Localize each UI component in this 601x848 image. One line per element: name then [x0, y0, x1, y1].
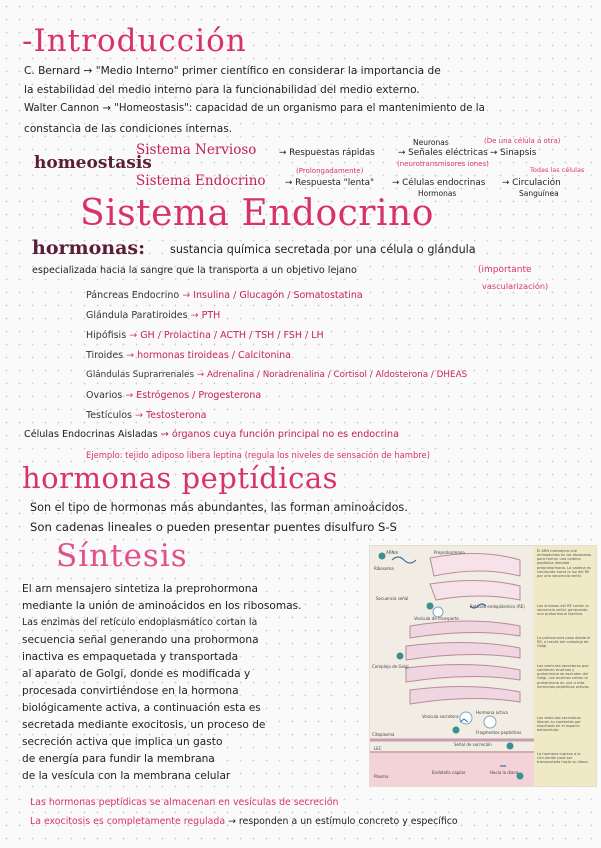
sintesis-line: de energía para fundir la membrana	[22, 753, 215, 765]
hormonas-small: Hormonas	[418, 189, 457, 198]
circulacion-label: → Circulación	[502, 178, 561, 188]
ejemplo-line: Ejemplo: tejido adiposo libera leptina (regula los niveles de sensación de hambre)	[86, 450, 430, 460]
gland-row	[86, 331, 324, 341]
peptidicas-title: hormonas peptídicas	[22, 461, 338, 495]
diagram-notes-panel	[534, 546, 596, 786]
endocrino-note: (Prolongadamente)	[296, 167, 364, 175]
peptidicas-line-2: Son cadenas lineales o pueden presentar puentes disulfuro S-S	[30, 520, 397, 534]
diagram-note: Las vesículas secretoras que contienen enzimas y prohormona se escinden del Golgi. Las enzimas cortan la prohormona en una o más hormonas peptídicas activas.	[537, 664, 590, 689]
peptidicas-line-1: Son el tipo de hormonas más abundantes, las forman aminoácidos.	[30, 501, 408, 514]
label-vesicula-transporte: Vesícula de transporte	[414, 616, 459, 621]
celulas-endocrinas: → Células endocrinas	[392, 178, 486, 188]
intro-title: -Introducción	[22, 23, 247, 59]
vascularizacion-note: vascularización)	[482, 281, 549, 291]
arrow-icon: →	[196, 370, 205, 380]
gland-label: Ovarios	[86, 390, 123, 401]
sintesis-line: procesada convirtiéndose en la hormona	[22, 685, 239, 697]
gland-label: Glándula Paratiroides	[86, 310, 188, 321]
arrow-icon: →	[182, 290, 191, 301]
hormone-list: hormonas tiroideas / Calcitonina	[137, 350, 292, 361]
label-secuencia: Secuencia señal	[376, 596, 409, 601]
arrow-icon: →	[125, 390, 134, 401]
arrow-icon: →	[190, 310, 199, 321]
footer-line-2	[30, 817, 458, 826]
gland-row	[86, 291, 363, 301]
sanguinea-label: Sanguínea	[519, 189, 559, 198]
gland-row	[86, 411, 206, 421]
synthesis-diagram	[369, 545, 597, 787]
footer-line-2-b: → responden a un estímulo concreto y específico	[228, 816, 458, 827]
sintesis-line: mediante la unión de aminoácidos en los ribosomas.	[22, 600, 302, 612]
sintesis-line: Las enzimas del retículo endoplasmático cortan la	[22, 617, 258, 628]
label-fragmentos: Fragmentos peptídicos	[476, 730, 522, 735]
hormone-list: Estrógenos / Progesterona	[136, 390, 262, 401]
sinapsis-note: (De una célula a otra)	[484, 137, 561, 145]
sintesis-title: Síntesis	[56, 538, 188, 574]
hormone-list: Testosterona	[146, 410, 207, 421]
hormonas-def-1: sustancia química secretada por una célula o glándula	[170, 243, 476, 256]
label-vesicula-secretora: Vesícula secretora	[422, 714, 459, 719]
sintesis-line: biológicamente activa, a continuación esta es	[22, 702, 261, 714]
arrow-icon: →	[129, 330, 138, 341]
label-citoplasma: Citoplasma	[372, 732, 395, 737]
gland-label: Tiroides	[86, 350, 124, 361]
label-lec: LEC	[374, 746, 382, 751]
intro-line-2: la estabilidad del medio interno para la funcionabilidad del medio externo.	[24, 84, 420, 96]
label-hormona-activa: Hormona activa	[476, 710, 508, 715]
gland-label: Páncreas Endocrino	[86, 290, 180, 301]
endocrino-respuesta: → Respuesta "lenta"	[285, 178, 375, 188]
gland-label: Hipófisis	[86, 330, 127, 341]
hormone-list: PTH	[201, 310, 221, 321]
label-senal-secrecion: Señal de secreción	[454, 742, 492, 747]
hormone-list: Adrenalina / Noradrenalina / Cortisol / Aldosterona / DHEAS	[207, 370, 468, 380]
sintesis-line: secuencia señal generando una prohormona	[22, 634, 259, 646]
diagram-note: Las enzimas del RE cortan la secuencia señal, generando una prohormona inactiva.	[537, 604, 589, 617]
todas-celulas-note: Todas las células	[530, 166, 585, 174]
label-preprohormona: Preprohormona	[434, 550, 465, 555]
diagram-note: El ARN mensajero une aminoácidos en los ribosomas para formar una cadena peptídica llamada preprohormona. La cadena es conducida hacia la luz del RE por una secuencia señal.	[537, 549, 592, 578]
diagram-note: La prohormona pasa desde el RE, a través del complejo de Golgi.	[537, 636, 591, 649]
sistema-endocrino-title: Sistema Endocrino	[80, 193, 434, 234]
sistema-nervioso-label: Sistema Nervioso	[136, 142, 257, 158]
hormone-list: Insulina / Glucagón / Somatostatina	[193, 290, 363, 301]
hormone-list: GH / Prolactina / ACTH / TSH / FSH / LH	[140, 330, 324, 341]
sintesis-line: secretada mediante exocitosis, un proceso de	[22, 719, 266, 731]
nervioso-respuesta: → Respuestas rápidas	[279, 148, 375, 158]
sinapsis-label: → Sinapsis	[490, 148, 537, 158]
celulas-aisladas-label: Células Endocrinas Aisladas	[24, 429, 158, 440]
sintesis-line: secreción activa que implica un gasto	[22, 736, 223, 748]
intro-line-4: constancia de las condiciones internas.	[24, 123, 233, 135]
gland-label: Glándulas Suprarrenales	[86, 370, 195, 380]
hormonas-label: hormonas:	[32, 237, 146, 259]
arrow-icon: →	[126, 350, 135, 361]
label-plasma: Plasma	[374, 774, 389, 779]
diagram-note: Las vesículas secretoras liberan su contenido por exocitosis en el espacio extracelular.	[537, 716, 581, 733]
arrow-icon: →	[135, 410, 143, 421]
sintesis-line: El arn mensajero sintetiza la preprohormona	[22, 583, 258, 595]
label-ribosoma: Ribosoma	[374, 566, 394, 571]
gland-row	[86, 311, 220, 321]
intro-line-1: C. Bernard → "Medio Interno" primer científico en considerar la importancia de	[24, 65, 441, 77]
neuronas-label: Neuronas	[413, 138, 449, 147]
homeostasis-label: homeostasis	[34, 153, 152, 173]
label-reticulo: Retículo endoplásmico (RE)	[470, 604, 525, 609]
celulas-aisladas-rest: → órganos cuya función principal no es endocrina	[160, 429, 400, 440]
diagram-note: La hormona ingresa a la circulación para ser transportada hacia su diana.	[537, 752, 589, 765]
hormonas-def-2: especializada hacia la sangre que la transporta a un objetivo lejano	[32, 265, 357, 276]
importante-note: (importante	[478, 265, 532, 275]
intro-line-3: Walter Cannon → "Homeostasis": capacidad de un organismo para el mantenimiento de la	[24, 103, 485, 114]
sintesis-line: de la vesícula con la membrana celular	[22, 770, 231, 782]
celulas-aisladas-line	[24, 430, 399, 440]
sintesis-line: inactiva es empaquetada y transportada	[22, 651, 239, 663]
gland-row	[86, 391, 261, 401]
sistema-endocrino-label: Sistema Endocrino	[136, 173, 266, 189]
label-complejo-golgi: Complejo de Golgi	[372, 664, 409, 669]
sintesis-line: al aparato de Golgi, donde es modificada y	[22, 668, 251, 680]
label-endotelio: Endotelio capilar	[432, 770, 466, 775]
label-arnm: ARNm	[386, 550, 399, 555]
senales-electricas: → Señales eléctricas	[398, 148, 488, 158]
gland-label: Testículos	[86, 410, 132, 421]
footer-line-2-a: La exocitosis es completamente regulada	[30, 816, 226, 827]
gland-row	[86, 371, 467, 380]
footer-line-1: Las hormonas peptídicas se almacenan en vesículas de secreción	[30, 797, 339, 808]
gland-row	[86, 351, 291, 361]
senales-note: (neurotransmisores iones)	[397, 160, 489, 168]
label-hacia-diana: Hacia la diana	[490, 770, 519, 775]
